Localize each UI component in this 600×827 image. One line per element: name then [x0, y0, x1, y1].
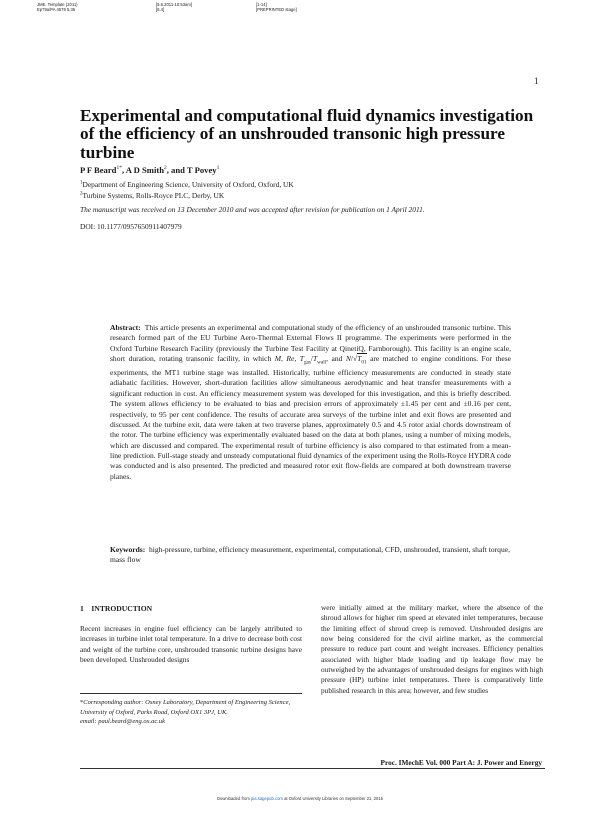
header-right-line2: [PREPRINTED stage]	[256, 7, 297, 13]
intro-column-2: were initially aimed at the military market, where the absence of the shroud allows for higher rim speed at elevated inlet temperatures, because the limiting effect of shroud creep is removed. Unshrouded designs are now being considered for the civil airline market, as the commercial pressure to reduce part count and weight increases. Efficiency penalties associated with higher blade loading and tip leakage flow may be outweighed by the advantages of unshrouded designs for engines with high pressure (HP) turbine inlet temperatures. There is comparatively little published research in this area; however, and few studies	[321, 603, 543, 695]
keywords-text: high-pressure, turbine, efficiency measurement, experimental, computational, CFD, unshrouded, transient, shaft torque, mass flow	[110, 545, 510, 565]
abstract: Abstract: This article presents an experimental and computational study of the efficiency of an unshrouded transonic turbine. This research formed part of the EU Turbine Aero-Thermal External Flows II programme. The experiments were performed in the Oxford Turbine Research Facility (previously the Turbine Test Facility at QinetiQ, Farnborough). This facility is an engine scale, short duration, rotating transonic facility, in which M, Re, $T_{gas}/T_{wall}$, and $N/√T_{01}$ are matched to engine conditions. For these experiments, the MT1 turbine stage was installed. Historically, turbine efficiency measurements are conducted in steady state adiabatic facilities. However, short-duration facilities allow simultaneous aerodynamic and heat transfer measurements with a significant reduction in cost. An efficiency measurement system was developed for this investigation, and this is briefly described. The system allows efficiency to be evaluated to bias and precision errors of approximately ±1.45 per cent and ±0.16 per cent, respectively, to 95 per cent confidence. The results of accurate area surveys of the turbine inlet and exit flows are presented and discussed. At the turbine exit, data were taken at two traverse planes, approximately 0.5 and 4.5 rotor axial chords downstream of the rotor. The turbine efficiency was experimentally evaluated based on the data at both planes, using a number of mixing models, which are discussed and compared. The experimental result of turbine efficiency is also compared to that estimated from a mean-line prediction. Full-stage steady and unsteady computational fluid dynamics of the experiment using the Rolls-Royce HYDRA code was conducted and is also presented. The predicted and measured rotor exit flow-fields are compared at both downstream traverse planes.	[110, 323, 512, 481]
footnote-text: Corresponding author: Osney Laboratory, Department of Engineering Science, University of Oxford, Parks Road, Oxford OX1 3PJ, UK.	[80, 699, 291, 716]
math-t01: T	[357, 354, 362, 364]
author-separator: ,	[121, 165, 126, 175]
footer-divider	[80, 768, 545, 769]
footnote-divider	[80, 693, 302, 694]
affiliation-mark: 1	[80, 180, 83, 186]
affiliation-mark: 2	[80, 191, 83, 197]
download-notice	[0, 796, 600, 801]
header-middle	[156, 2, 192, 13]
author-list	[80, 165, 219, 175]
header-mid-line2: [8.4]	[156, 7, 165, 13]
math-reynolds: Re	[286, 354, 295, 364]
math-sub: wall	[317, 359, 327, 366]
affiliation-text: Turbine Systems, Rolls-Royce PLC, Derby, UK	[82, 191, 225, 200]
section-heading	[80, 604, 152, 613]
download-site-link[interactable]: pia.sagepub.com	[251, 796, 283, 801]
author-mark: 2	[163, 165, 167, 172]
header-left	[37, 2, 78, 13]
header-right	[256, 2, 297, 13]
footnote-email: email: paul.beard@eng.ox.ac.uk	[80, 718, 165, 726]
abstract-label: Abstract:	[110, 323, 141, 332]
header-left-line1: JME. Template (2011)	[37, 2, 78, 7]
keywords	[110, 545, 511, 566]
abstract-text-part2: are matched to engine conditions. For these experiments, the MT1 turbine stage was installed. Historically, turbine efficiency measurements are conducted in steady state adiabatic facilities. However, short-duration facilities allow simultaneous aerodynamic and heat transfer measurements with a significant reduction in cost. An efficiency measurement system was developed for this investigation, and this is briefly described. The system allows efficiency to be evaluated to bias and precision errors of approximately ±1.45 per cent and ±0.16 per cent, respectively, to 95 per cent confidence. The results of accurate area surveys of the turbine inlet and exit flows are presented and discussed. At the turbine exit, data were taken at two traverse planes, approximately 0.5 and 4.5 rotor axial chords downstream of the rotor. The turbine efficiency was experimentally evaluated based on the data at both planes, using a number of mixing models, which are discussed and compared. The experimental result of turbine efficiency is also compared to that estimated from a mean-line prediction. Full-stage steady and unsteady computational fluid dynamics of the experiment using the Rolls-Royce HYDRA code was conducted and is also presented. The predicted and measured rotor exit flow-fields are compared at both downstream traverse planes.	[110, 354, 512, 481]
affiliation-text: Department of Engineering Science, University of Oxford, Oxford, UK	[82, 180, 294, 189]
author-mark: 1*	[116, 165, 122, 172]
author-separator: , and	[166, 165, 187, 175]
math-and: and	[331, 354, 343, 364]
author-name: A D Smith	[125, 165, 164, 175]
author-name: T Povey	[186, 165, 217, 175]
author-name: P F Beard	[80, 165, 117, 175]
header-right-line1: [1-14]	[256, 2, 267, 7]
download-suffix: at Oxford University Libraries on September 21, 2015	[284, 796, 383, 801]
sqrt-sign: √	[353, 354, 358, 364]
math-speed: N	[345, 354, 351, 364]
affiliation	[80, 180, 294, 189]
math-sub: 01	[361, 359, 367, 366]
paper-title: Experimental and computational fluid dynamics investigation of the efficiency of an unshrouded transonic high pressure turbine	[80, 106, 534, 162]
section-title: INTRODUCTION	[91, 604, 153, 613]
math-sub: gas	[303, 359, 311, 366]
affiliation	[80, 191, 224, 200]
intro-column-1: Recent increases in engine fuel efficiency can be largely attributed to increases in turbine inlet total temperature. In a drive to decrease both cost and weight of the turbine core, unshrouded transonic turbine designs have been developed. Unshrouded designs	[80, 624, 302, 665]
download-prefix: Downloaded from	[217, 796, 250, 801]
abstract-text-part1: This article presents an experimental and computational study of the efficiency of an unshrouded transonic turbine. This research formed part of the EU Turbine Aero-Thermal External Flows II programme. The experiments were performed in the Oxford Turbine Research Facility (previously the Turbine Test Facility at QinetiQ, Farnborough). This facility is an engine scale, short duration, rotating transonic facility, in which	[110, 323, 511, 364]
header-left-line2: Ep79a/PA 4578 5,35	[37, 7, 76, 13]
section-number: 1	[80, 604, 84, 613]
math-t-gas: T	[299, 354, 304, 364]
author-mark: 1	[216, 165, 220, 172]
math-t-wall: T	[312, 354, 318, 364]
header-mid-line1: [5.6.2011-10:53am]	[156, 2, 193, 7]
page-number: 1	[534, 76, 539, 86]
journal-footer: Proc. IMechE Vol. 000 Part A: J. Power and Energy	[380, 758, 542, 767]
keywords-label: Keywords:	[110, 545, 146, 554]
doi: DOI: 10.1177/0957650911407979	[80, 222, 182, 231]
footnote	[80, 698, 302, 727]
received-note: The manuscript was received on 13 December 2010 and was accepted after revision for publication on 1 April 2011.	[80, 205, 425, 214]
footnote-star: *	[80, 699, 84, 706]
math-mach: M	[274, 354, 282, 364]
math-sqrt-radicand	[357, 353, 367, 366]
